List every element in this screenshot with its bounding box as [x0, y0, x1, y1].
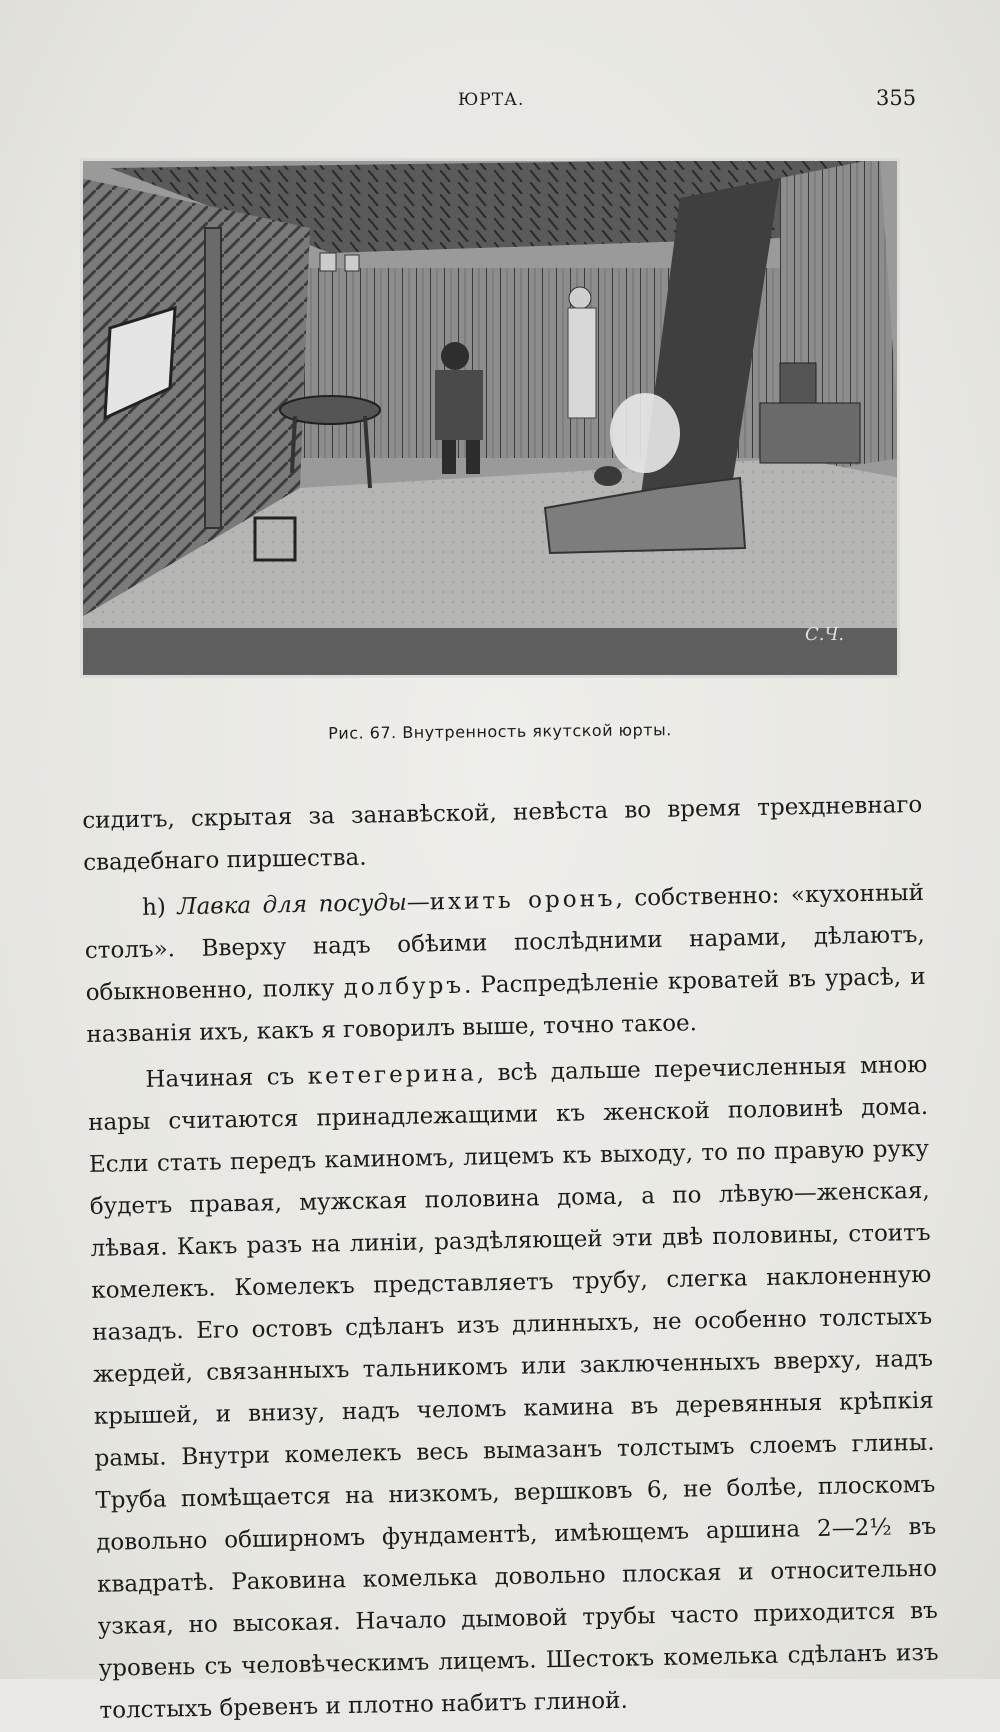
page-number: 355 — [876, 86, 917, 110]
item-marker: h) — [141, 894, 167, 921]
yakut-term-2: долбуръ — [343, 972, 465, 1002]
term-italic: Лавка для посуды — [177, 889, 408, 921]
figure-caption: Рис. 67. Внутренность якутской юрты. — [328, 720, 672, 743]
paragraph-3-start: Начиная съ — [145, 1063, 308, 1093]
running-head — [0, 86, 1000, 116]
body-text — [82, 784, 940, 1732]
yakut-term-3: кетегерина — [307, 1060, 478, 1090]
paragraph-2 — [84, 872, 927, 1056]
illustration-yurt-interior — [80, 158, 900, 678]
running-title: ЮРТА. — [458, 90, 525, 110]
yakut-term-1: ихить оронъ — [429, 885, 616, 916]
paragraph-3-end: , всѣ дальше перечисленныя мною нары считаются принадлежащими къ женской половинѣ дома. Если стать передъ каминомъ, лицемъ къ выходу, то по правую руку будетъ правая, мужская половина дома, а по лѣвую—женская, лѣвая. Какъ разъ на линіи, раздѣляющей эти двѣ половины, стоитъ комелекъ. Комелекъ представляетъ трубу, слегка наклоненную назадъ. Его остовъ сдѣланъ изъ длинныхъ, не особенно толстыхъ жердей, связанныхъ тальникомъ или заключенныхъ вверху, надъ крышей, и внизу, надъ челомъ камина въ деревянныя крѣпкія рамы. Внутри комелекъ весь вымазанъ толстымъ слоемъ глины. Труба помѣщается на низкомъ, вершковъ 6, не болѣе, плоскомъ довольно обширномъ фундаментѣ, имѣющемъ аршина 2—2½ въ квадратѣ. Раковина комелька довольно плоская и относительно узкая, но высокая. Начало дымовой трубы часто приходится въ уровень съ человѣческимъ лицемъ. Шестокъ комелька сдѣланъ изъ толстыхъ бревенъ и плотно набитъ глиной. — [87, 1051, 939, 1724]
paragraph-2-end: . Распредѣленіе кроватей въ урасѣ, и названія ихъ, какъ я говорилъ выше, точно такое. — [86, 963, 926, 1048]
dash: — — [406, 889, 431, 916]
paragraph-3 — [87, 1044, 940, 1732]
paragraph-2-mid: , собственно: «кухонный столъ». Вверху надъ обѣими послѣдними нарами, дѣлаютъ, обыкновенно, полку — [84, 879, 925, 1006]
illustration-signature: С.Ч. — [805, 624, 845, 645]
paragraph-1: сидитъ, скрытая за занавѣской, невѣста во время трехдневнаго свадебнаго пиршества. — [82, 791, 923, 876]
